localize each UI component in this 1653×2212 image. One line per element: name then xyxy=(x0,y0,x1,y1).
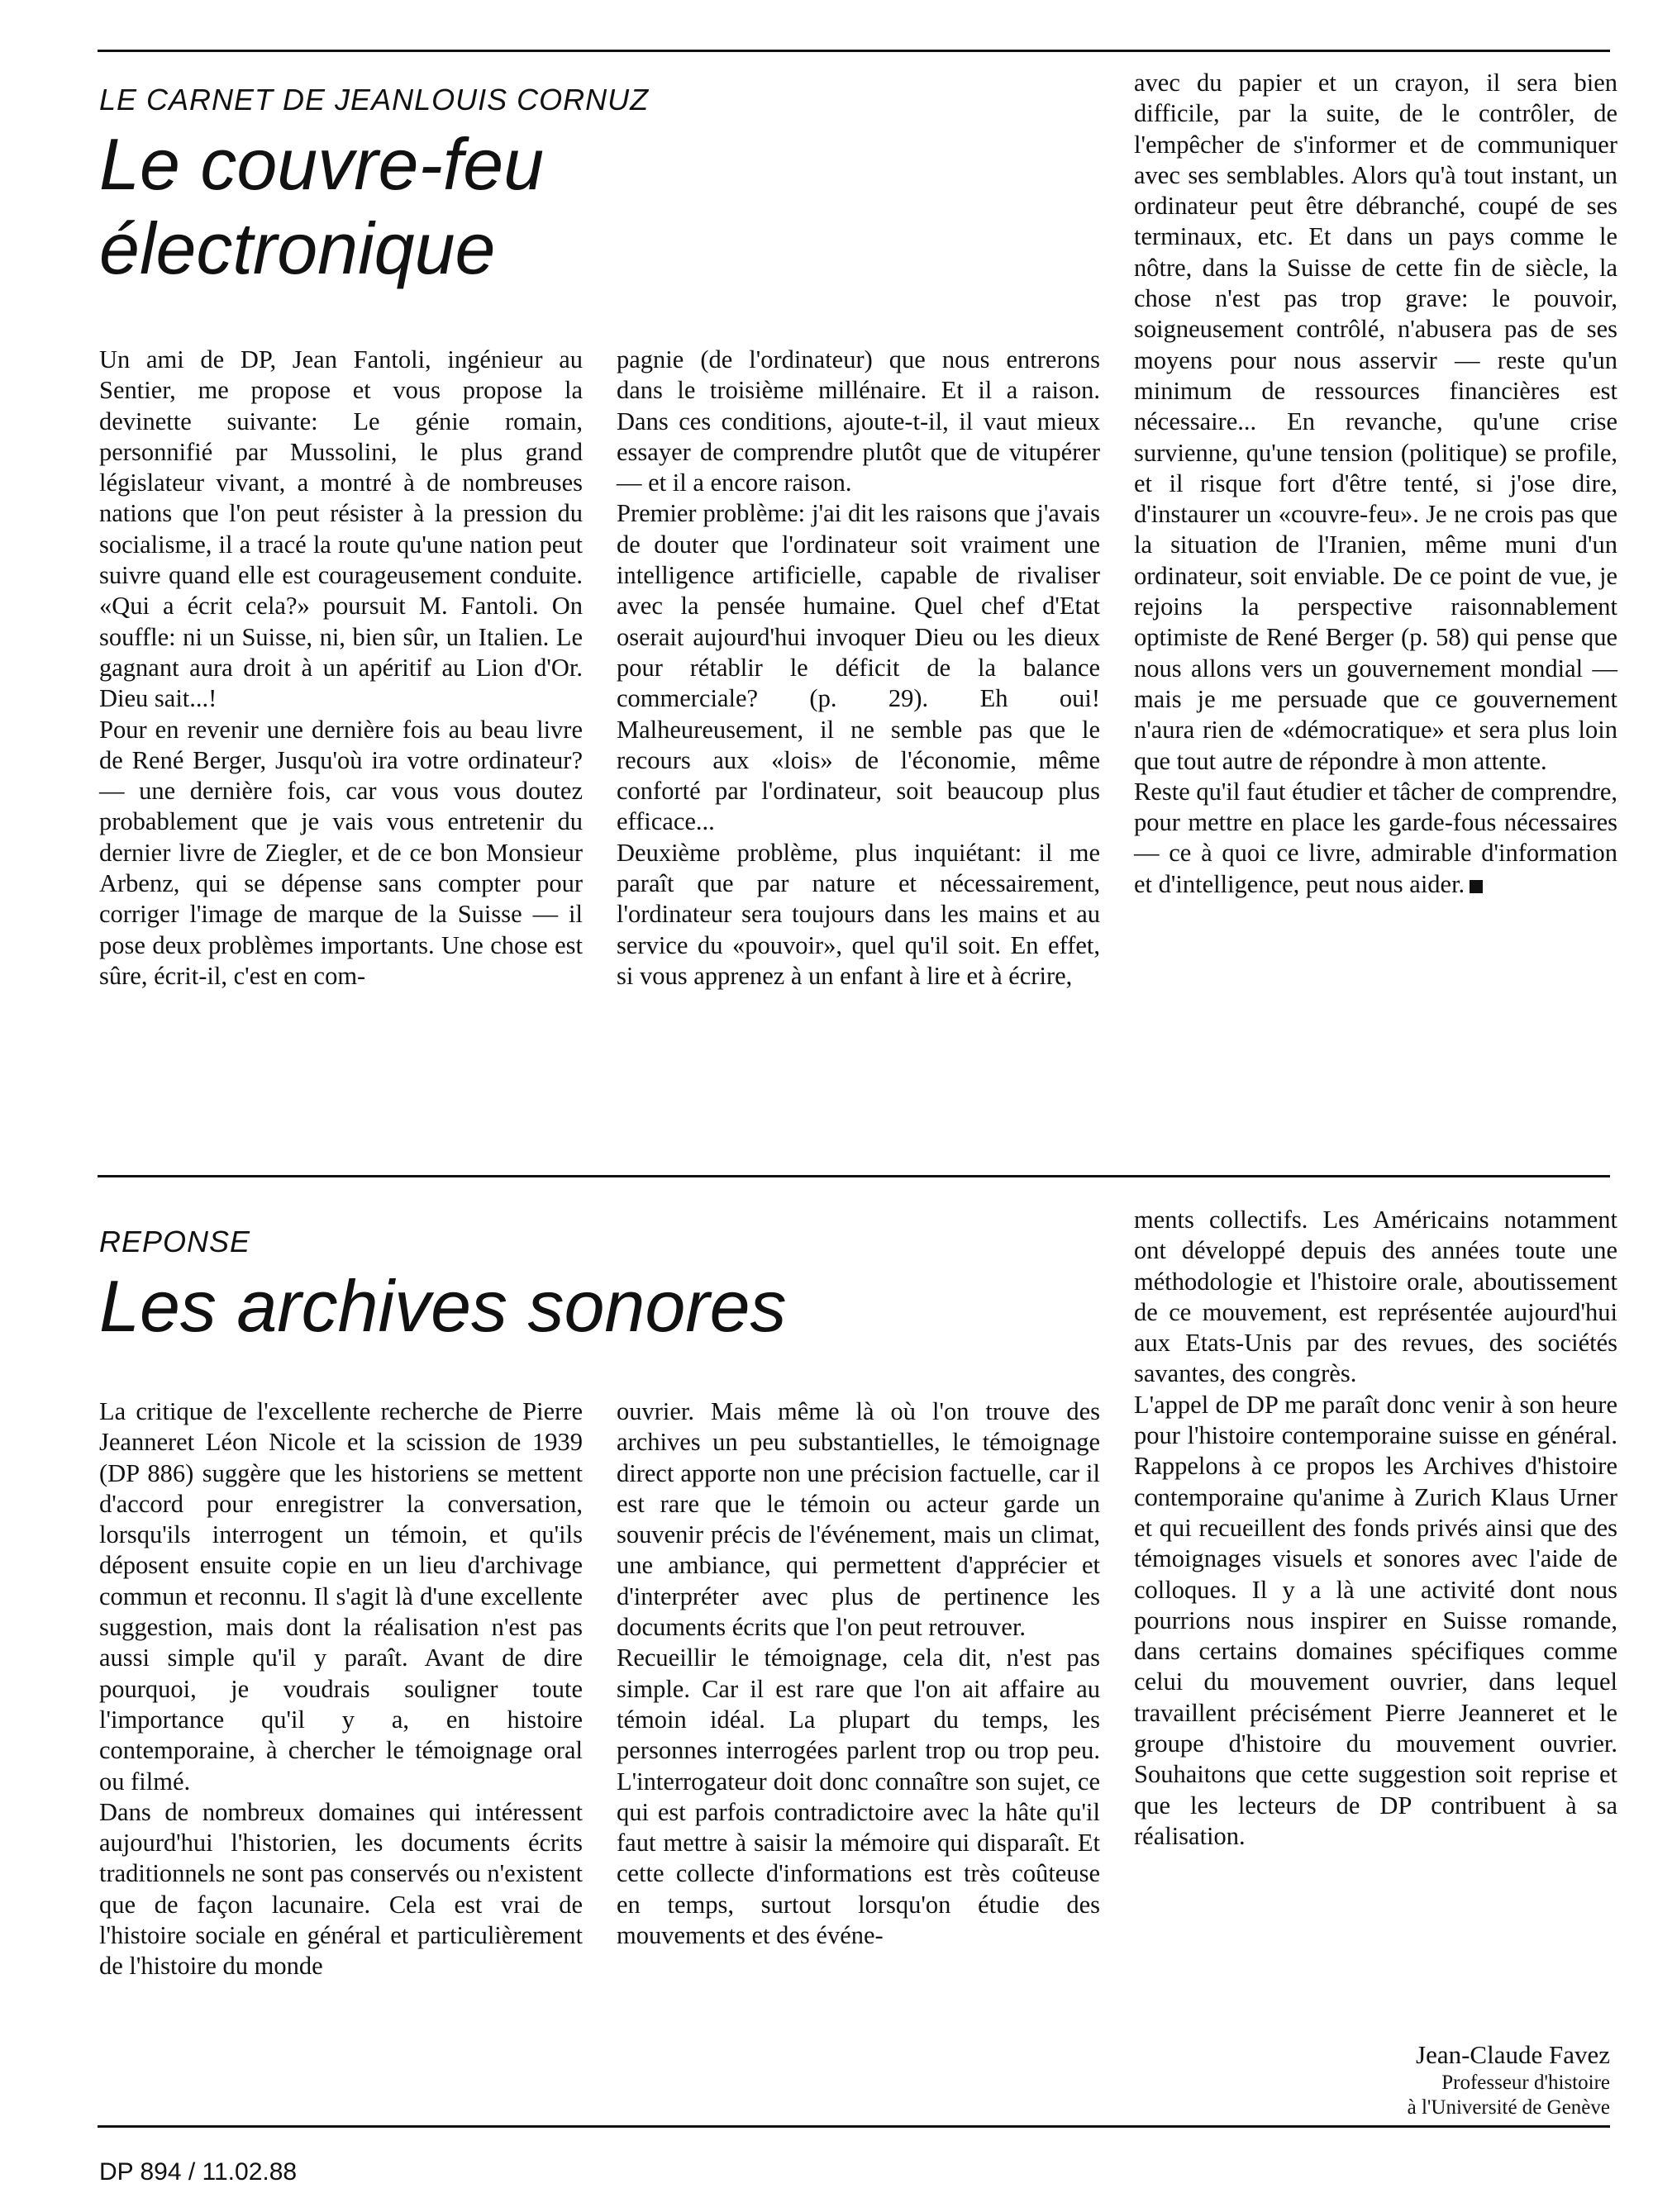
article1-col2-para-2: Premier problème: j'ai dit les raisons que j'avais de douter que l'ordinateur soit vraiment une intelligence artificielle, capable de rivaliser avec la pensée humaine. Quel chef d'Etat oserait aujourd'hui invoquer Dieu ou les dieux pour rétablir le déficit de la balance commerciale? (p. 29). Eh oui! Malheureusement, il ne semble pas que le recours aux «lois» de l'économie, même conforté par l'ordinateur, soit beaucoup plus efficace... xyxy=(617,499,1100,836)
issue-footer: DP 894 / 11.02.88 xyxy=(99,2158,298,2186)
article1-col1-para-2: Pour en revenir une dernière fois au beau livre de René Berger, Jusqu'où ira votre ordinateur? — une dernière fois, car vous vous doutez probablement que je vais vous entretenir du dernier livre de Ziegler, et de ce bon Monsieur Arbenz, qui se dépense sans compter pour corriger l'image de marque de la Suisse — il pose deux problèmes importants. Une chose est sûre, écrit-il, c'est en com- xyxy=(99,715,583,990)
article2-col3-para-1: ments collectifs. Les Américains notamment ont développé depuis des années toute une méthodologie et l'histoire orale, aboutissement de ce mouvement, est représentée aujourd'hui aux Etats-Unis par des revues, des sociétés savantes, des congrès. xyxy=(1134,1206,1617,1388)
bottom-rule xyxy=(98,2125,1610,2128)
article1-column-1 xyxy=(99,345,583,992)
signature-title-line1: Professeur d'histoire xyxy=(1441,2072,1610,2094)
signature-name: Jean-Claude Favez xyxy=(1416,2040,1610,2069)
end-of-article-mark xyxy=(1470,880,1483,893)
article1-col3-para-2-text: Reste qu'il faut étudier et tâcher de comprendre, pour mettre en place les garde-fous nécessaires — ce à quoi ce livre, admirable d'information et d'intelligence, peut nous aider. xyxy=(1134,777,1617,898)
article1-col3-para-2 xyxy=(1134,777,1617,900)
section-divider-rule xyxy=(98,1175,1610,1177)
article1-col1-para-1: Un ami de DP, Jean Fantoli, ingénieur au Sentier, me propose et vous propose la devinette suivante: Le génie romain, personnifié par Mussolini, le plus grand législateur vivant, a montré à de nombreuses nations que l'on peut résister à la pression du socialisme, il a tracé la route qu'une nation peut suivre quand elle est courageusement conduite. «Qui a écrit cela?» poursuit M. Fantoli. On souffle: ni un Suisse, ni, bien sûr, un Italien. Le gagnant aura droit à un apéritif au Lion d'Or. Dieu sait...! xyxy=(99,345,583,713)
article2-column-1 xyxy=(99,1396,583,1982)
article1-column-2 xyxy=(617,345,1100,992)
article1-column-3 xyxy=(1134,68,1617,900)
article2-col1-para-2: Dans de nombreux domaines qui intéressent aujourd'hui l'historien, les documents écrits traditionnels ne sont pas conservés ou n'existent que de façon lacunaire. Cela est vrai de l'histoire sociale en général et particulièrement de l'histoire du monde xyxy=(99,1797,583,1981)
article2-signature xyxy=(1408,2039,1610,2120)
article1-kicker: LE CARNET DE JEANLOUIS CORNUZ xyxy=(99,83,650,117)
article2-column-3 xyxy=(1134,1205,1617,1852)
article1-col2-para-3: Deuxième problème, plus inquiétant: il me paraît que par nature et nécessairement, l'ordinateur sera toujours dans les mains et au service du «pouvoir», quel qu'il soit. En effet, si vous apprenez à un enfant à lire et à écrire, xyxy=(617,838,1100,990)
article1-col2-para-1: pagnie (de l'ordinateur) que nous entrerons dans le troisième millénaire. Et il a raison. Dans ces conditions, ajoute-t-il, il vaut mieux essayer de comprendre plutôt que de vitupérer — et il a encore raison. xyxy=(617,345,1100,497)
article2-title: Les archives sonores xyxy=(99,1265,787,1347)
article1-col3-para-1: avec du papier et un crayon, il sera bien difficile, par la suite, de le contrôler, de l'empêcher de s'informer et de communiquer avec ses semblables. Alors qu'à tout instant, un ordinateur peut être débranché, coupé de ses terminaux, etc. Et dans un pays comme le nôtre, dans la Suisse de cette fin de siècle, la chose n'est pas trop grave: le pouvoir, soigneusement contrôlé, n'abusera pas de ses moyens pour nous asservir — reste qu'un minimum de ressources financières est nécessaire... En revanche, qu'une crise survienne, qu'une tension (politique) se profile, et il risque fort d'être tenté, si j'ose dire, d'instaurer un «couvre-feu». Je ne crois pas que la situation de l'Iranien, même muni d'un ordinateur, soit enviable. De ce point de vue, je rejoins la perspective raisonnablement optimiste de René Berger (p. 58) qui pense que nous allons vers un gouvernement mondial — mais je me persuade que ce gouvernement n'aura rien de «démocratique» et sera plus loin que tout autre de répondre à mon attente. xyxy=(1134,69,1617,775)
article2-col1-para-1: La critique de l'excellente recherche de Pierre Jeanneret Léon Nicole et la scission de 1939 (DP 886) suggère que les historiens se mettent d'accord pour enregistrer la conversation, lorsqu'ils interrogent un témoin, et qu'ils déposent ensuite copie en un lieu d'archivage commun et reconnu. Il s'agit là d'une excellente suggestion, mais dont la réalisation n'est pas aussi simple qu'il y paraît. Avant de dire pourquoi, je voudrais souligner toute l'importance qu'il y a, en histoire contemporaine, à chercher le témoignage oral ou filmé. xyxy=(99,1397,583,1796)
article2-column-2 xyxy=(617,1396,1100,1951)
article2-col2-para-1: ouvrier. Mais même là où l'on trouve des archives un peu substantielles, le témoignage direct apporte non une précision factuelle, car il est rare que le témoin ou acteur garde un souvenir précis de l'événement, mais un climat, une ambiance, qui permettent d'apprécier et d'interpréter avec plus de pertinence les documents écrits que l'on peut retrouver. xyxy=(617,1397,1100,1642)
signature-title-line2: à l'Université de Genève xyxy=(1407,2096,1610,2119)
article2-col3-para-2: L'appel de DP me paraît donc venir à son heure pour l'histoire contemporaine suisse en général. Rappelons à ce propos les Archives d'histoire contemporaine qu'anime à Zurich Klaus Urner et qui recueillent des fonds privés ainsi que des témoignages visuels et sonores avec l'aide de colloques. Il y a là une activité dont nous pourrions nous inspirer en Suisse romande, dans certains domaines spécifiques comme celui du mouvement ouvrier, dans lequel travaillent précisément Pierre Jeanneret et le groupe d'histoire du mouvement ouvrier. Souhaitons que cette suggestion soit reprise et que les lecteurs de DP contribuent à sa réalisation. xyxy=(1134,1390,1617,1850)
article2-kicker: REPONSE xyxy=(99,1225,251,1258)
article1-title-line2: électronique xyxy=(99,207,496,289)
article1-title-line1: Le couvre-feu xyxy=(99,123,545,205)
top-rule xyxy=(98,50,1610,52)
article2-col2-para-2: Recueillir le témoignage, cela dit, n'est pas simple. Car il est rare que l'on ait affaire au témoin idéal. La plupart du temps, les personnes interrogées parlent trop ou trop peu. L'interrogateur doit donc connaître son sujet, ce qui est parfois contradictoire avec la hâte qu'il faut mettre à saisir la mémoire qui disparaît. Et cette collecte d'informations est très coûteuse en temps, surtout lorsqu'on étudie des mouvements et des événe- xyxy=(617,1644,1100,1950)
